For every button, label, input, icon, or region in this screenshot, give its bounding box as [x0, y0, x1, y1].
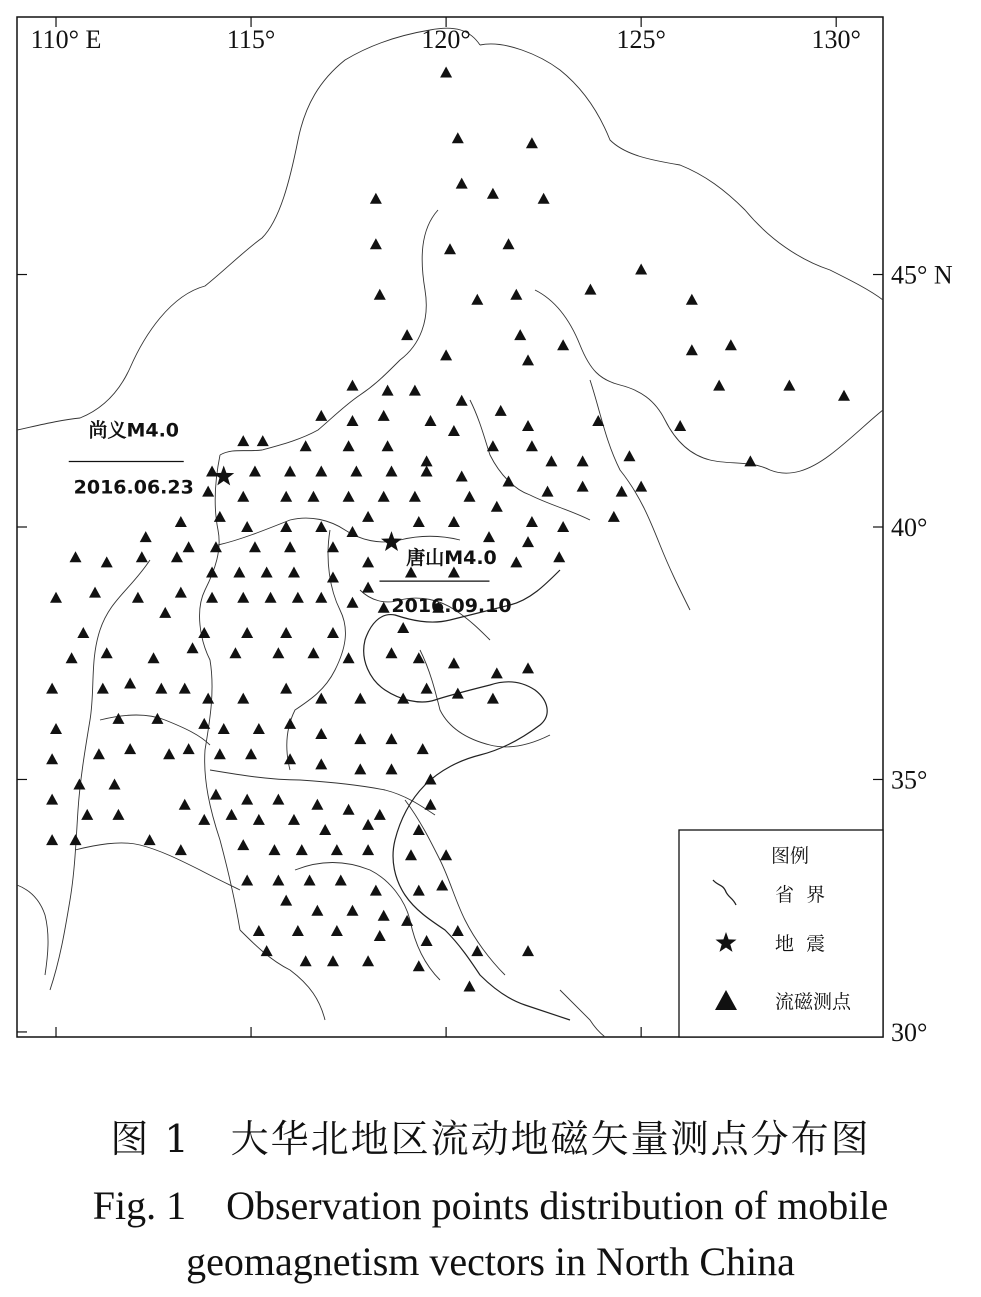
station-marker: [354, 763, 366, 774]
station-marker: [577, 455, 589, 466]
station-marker: [77, 627, 89, 638]
station-marker: [46, 683, 58, 694]
station-marker: [343, 804, 355, 815]
station-marker: [522, 420, 534, 431]
lat-tick-label: 30°: [891, 1017, 928, 1047]
station-marker: [452, 688, 464, 699]
station-marker: [538, 193, 550, 204]
station-marker: [179, 683, 191, 694]
station-marker: [214, 748, 226, 759]
station-marker: [378, 602, 390, 613]
station-marker: [70, 834, 82, 845]
station-marker: [229, 647, 241, 658]
station-marker: [713, 380, 725, 391]
station-marker: [335, 874, 347, 885]
station-marker: [140, 531, 152, 542]
station-marker: [421, 455, 433, 466]
station-marker: [315, 465, 327, 476]
station-marker: [343, 491, 355, 502]
station-marker: [280, 491, 292, 502]
station-marker: [413, 824, 425, 835]
caption-english-line1: Fig. 1 Observation points distribution of mobile: [92, 1183, 889, 1228]
station-marker: [81, 809, 93, 820]
station-marker: [374, 289, 386, 300]
station-marker: [292, 592, 304, 603]
station-marker: [522, 662, 534, 673]
station-marker: [838, 390, 850, 401]
station-marker: [280, 627, 292, 638]
earthquake-date-label: 2016.06.23: [73, 476, 194, 499]
station-marker: [198, 718, 210, 729]
station-marker: [382, 385, 394, 396]
station-marker: [272, 794, 284, 805]
station-marker: [315, 592, 327, 603]
station-marker: [409, 385, 421, 396]
station-marker: [557, 339, 569, 350]
station-marker: [136, 551, 148, 562]
station-marker: [249, 465, 261, 476]
station-marker: [237, 491, 249, 502]
station-marker: [175, 844, 187, 855]
station-marker: [616, 486, 628, 497]
station-marker: [300, 955, 312, 966]
station-marker: [175, 587, 187, 598]
station-marker: [635, 481, 647, 492]
station-marker: [526, 516, 538, 527]
station-marker: [241, 521, 253, 532]
station-marker: [241, 794, 253, 805]
station-marker: [66, 652, 78, 663]
station-marker: [514, 329, 526, 340]
station-marker: [448, 516, 460, 527]
station-marker: [424, 799, 436, 810]
station-marker: [112, 713, 124, 724]
station-marker: [686, 294, 698, 305]
earthquake-name-label: 唐山M4.0: [406, 547, 497, 570]
station-marker: [284, 753, 296, 764]
lat-tick-label: 35°: [891, 765, 928, 795]
station-marker: [354, 733, 366, 744]
station-marker: [261, 566, 273, 577]
station-marker: [124, 743, 136, 754]
station-marker: [464, 981, 476, 992]
station-marker: [553, 551, 565, 562]
earthquake-star: [381, 531, 402, 551]
station-marker: [401, 915, 413, 926]
station-marker: [440, 349, 452, 360]
coastline: [364, 570, 570, 1020]
station-marker: [46, 753, 58, 764]
station-marker: [101, 556, 113, 567]
lon-tick-label: 130°: [811, 25, 861, 54]
station-marker: [378, 410, 390, 421]
station-marker: [464, 491, 476, 502]
station-marker: [327, 571, 339, 582]
station-marker: [370, 885, 382, 896]
station-marker: [510, 289, 522, 300]
station-marker: [272, 874, 284, 885]
station-marker: [144, 834, 156, 845]
station-marker: [471, 294, 483, 305]
station-marker: [362, 511, 374, 522]
station-marker: [315, 693, 327, 704]
station-marker: [315, 758, 327, 769]
lat-tick-label: 45° N: [891, 260, 953, 290]
station-marker: [288, 566, 300, 577]
station-marker: [112, 809, 124, 820]
station-marker: [311, 799, 323, 810]
station-marker: [198, 814, 210, 825]
station-marker: [526, 440, 538, 451]
station-marker: [522, 354, 534, 365]
station-marker: [362, 844, 374, 855]
earthquake-name-label: 尚义M4.0: [88, 419, 180, 442]
station-marker: [374, 930, 386, 941]
station-marker: [362, 819, 374, 830]
lon-tick-label: 125°: [616, 25, 666, 54]
station-marker: [448, 657, 460, 668]
earthquake-markers: [69, 419, 512, 618]
station-marker: [210, 541, 222, 552]
station-marker: [592, 415, 604, 426]
station-marker: [382, 440, 394, 451]
station-marker: [522, 536, 534, 547]
station-marker: [171, 551, 183, 562]
station-marker: [452, 925, 464, 936]
station-marker: [253, 925, 265, 936]
station-marker: [70, 551, 82, 562]
station-marker: [545, 455, 557, 466]
station-marker: [280, 683, 292, 694]
station-marker: [237, 839, 249, 850]
station-marker: [542, 486, 554, 497]
lon-tick-label: 115°: [226, 25, 276, 54]
station-marker: [272, 647, 284, 658]
station-marker: [101, 647, 113, 658]
station-marker: [249, 541, 261, 552]
station-marker: [346, 380, 358, 391]
legend: [679, 830, 883, 1037]
station-marker: [331, 925, 343, 936]
station-marker: [343, 652, 355, 663]
station-marker: [584, 284, 596, 295]
station-marker: [183, 743, 195, 754]
station-marker: [413, 885, 425, 896]
station-marker: [444, 243, 456, 254]
station-marker: [346, 415, 358, 426]
station-marker: [421, 935, 433, 946]
station-marker: [257, 435, 269, 446]
station-marker: [487, 440, 499, 451]
station-marker: [304, 874, 316, 885]
station-marker: [409, 491, 421, 502]
station-marker: [241, 874, 253, 885]
station-marker: [417, 743, 429, 754]
station-marker: [448, 425, 460, 436]
station-marker: [725, 339, 737, 350]
station-marker: [421, 683, 433, 694]
station-marker: [674, 420, 686, 431]
station-marker: [635, 263, 647, 274]
station-marker: [424, 773, 436, 784]
station-marker: [163, 748, 175, 759]
station-marker: [265, 592, 277, 603]
lon-tick-label: 110° E: [30, 25, 102, 54]
station-marker: [623, 450, 635, 461]
station-marker: [362, 556, 374, 567]
station-marker: [783, 380, 795, 391]
station-marker: [206, 592, 218, 603]
station-marker: [159, 607, 171, 618]
station-marker: [307, 647, 319, 658]
station-marker: [109, 779, 121, 790]
station-marker: [405, 849, 417, 860]
station-marker: [491, 667, 503, 678]
station-marker: [331, 844, 343, 855]
station-marker: [89, 587, 101, 598]
lat-tick-label: 40°: [891, 513, 928, 542]
station-marker: [424, 415, 436, 426]
station-marker: [608, 511, 620, 522]
station-marker: [385, 733, 397, 744]
station-marker: [296, 844, 308, 855]
station-marker: [744, 455, 756, 466]
station-marker: [284, 465, 296, 476]
station-marker: [397, 693, 409, 704]
station-marker: [210, 789, 222, 800]
station-marker: [362, 582, 374, 593]
station-marker: [300, 440, 312, 451]
station-marker: [413, 652, 425, 663]
station-marker: [319, 824, 331, 835]
station-marker: [378, 491, 390, 502]
station-marker: [241, 627, 253, 638]
station-marker: [436, 880, 448, 891]
earthquake-star: [213, 466, 234, 486]
station-marker: [183, 541, 195, 552]
station-marker: [350, 465, 362, 476]
station-marker: [132, 592, 144, 603]
station-marker: [46, 794, 58, 805]
station-marker: [327, 955, 339, 966]
station-marker: [148, 652, 160, 663]
legend-label-boundary: 省 界: [775, 884, 826, 906]
station-marker: [510, 556, 522, 567]
station-marker: [421, 465, 433, 476]
station-marker: [483, 531, 495, 542]
station-marker: [456, 471, 468, 482]
station-marker: [503, 238, 515, 249]
station-marker: [50, 592, 62, 603]
station-marker: [385, 465, 397, 476]
caption-english-line2: geomagnetism vectors in North China: [186, 1239, 795, 1284]
station-marker: [385, 647, 397, 658]
station-marker: [46, 834, 58, 845]
caption-chinese: 图 1 大华北地区流动地磁矢量测点分布图: [110, 1117, 871, 1161]
station-marker: [378, 910, 390, 921]
station-marker: [401, 329, 413, 340]
station-marker: [179, 799, 191, 810]
station-marker: [307, 491, 319, 502]
station-marker: [93, 748, 105, 759]
station-marker: [495, 405, 507, 416]
station-marker: [237, 435, 249, 446]
station-marker: [50, 723, 62, 734]
station-marker: [370, 238, 382, 249]
station-marker: [218, 723, 230, 734]
station-marker: [253, 814, 265, 825]
station-marker: [487, 188, 499, 199]
station-marker: [440, 67, 452, 78]
legend-label-earthquake: 地 震: [775, 933, 826, 955]
legend-title: 图例: [770, 845, 810, 867]
station-marker: [311, 905, 323, 916]
station-marker: [413, 960, 425, 971]
station-marker: [491, 501, 503, 512]
station-marker: [452, 132, 464, 143]
station-marker: [374, 809, 386, 820]
station-marker: [327, 627, 339, 638]
station-marker: [206, 566, 218, 577]
station-marker: [202, 486, 214, 497]
station-marker: [397, 622, 409, 633]
station-marker: [288, 814, 300, 825]
station-marker: [557, 521, 569, 532]
station-marker: [226, 809, 238, 820]
station-marker: [413, 516, 425, 527]
station-marker: [315, 728, 327, 739]
station-marker: [253, 723, 265, 734]
station-marker: [522, 945, 534, 956]
station-marker: [346, 597, 358, 608]
station-marker: [343, 440, 355, 451]
station-marker: [526, 137, 538, 148]
station-marker: [233, 566, 245, 577]
station-marker: [456, 395, 468, 406]
station-marker: [362, 955, 374, 966]
station-marker: [155, 683, 167, 694]
station-marker: [284, 718, 296, 729]
station-marker: [73, 779, 85, 790]
station-marker: [280, 895, 292, 906]
station-marker: [268, 844, 280, 855]
station-marker: [261, 945, 273, 956]
station-marker: [354, 693, 366, 704]
station-marker: [187, 642, 199, 653]
station-marker: [237, 592, 249, 603]
station-marker: [175, 516, 187, 527]
station-marker: [456, 178, 468, 189]
lon-tick-label: 120°: [421, 25, 471, 54]
station-marker: [315, 521, 327, 532]
station-marker: [284, 541, 296, 552]
station-marker: [315, 410, 327, 421]
station-marker: [686, 344, 698, 355]
earthquake-date-label: 2016.09.10: [391, 595, 512, 618]
station-marker: [97, 683, 109, 694]
station-marker: [280, 521, 292, 532]
station-marker: [292, 925, 304, 936]
station-marker: [370, 193, 382, 204]
station-marker: [346, 905, 358, 916]
station-marker: [237, 693, 249, 704]
station-marker: [245, 748, 257, 759]
station-marker: [487, 693, 499, 704]
station-marker: [577, 481, 589, 492]
station-marker: [440, 849, 452, 860]
station-marker: [385, 763, 397, 774]
station-marker: [124, 678, 136, 689]
legend-label-station: 流磁测点: [775, 991, 852, 1013]
